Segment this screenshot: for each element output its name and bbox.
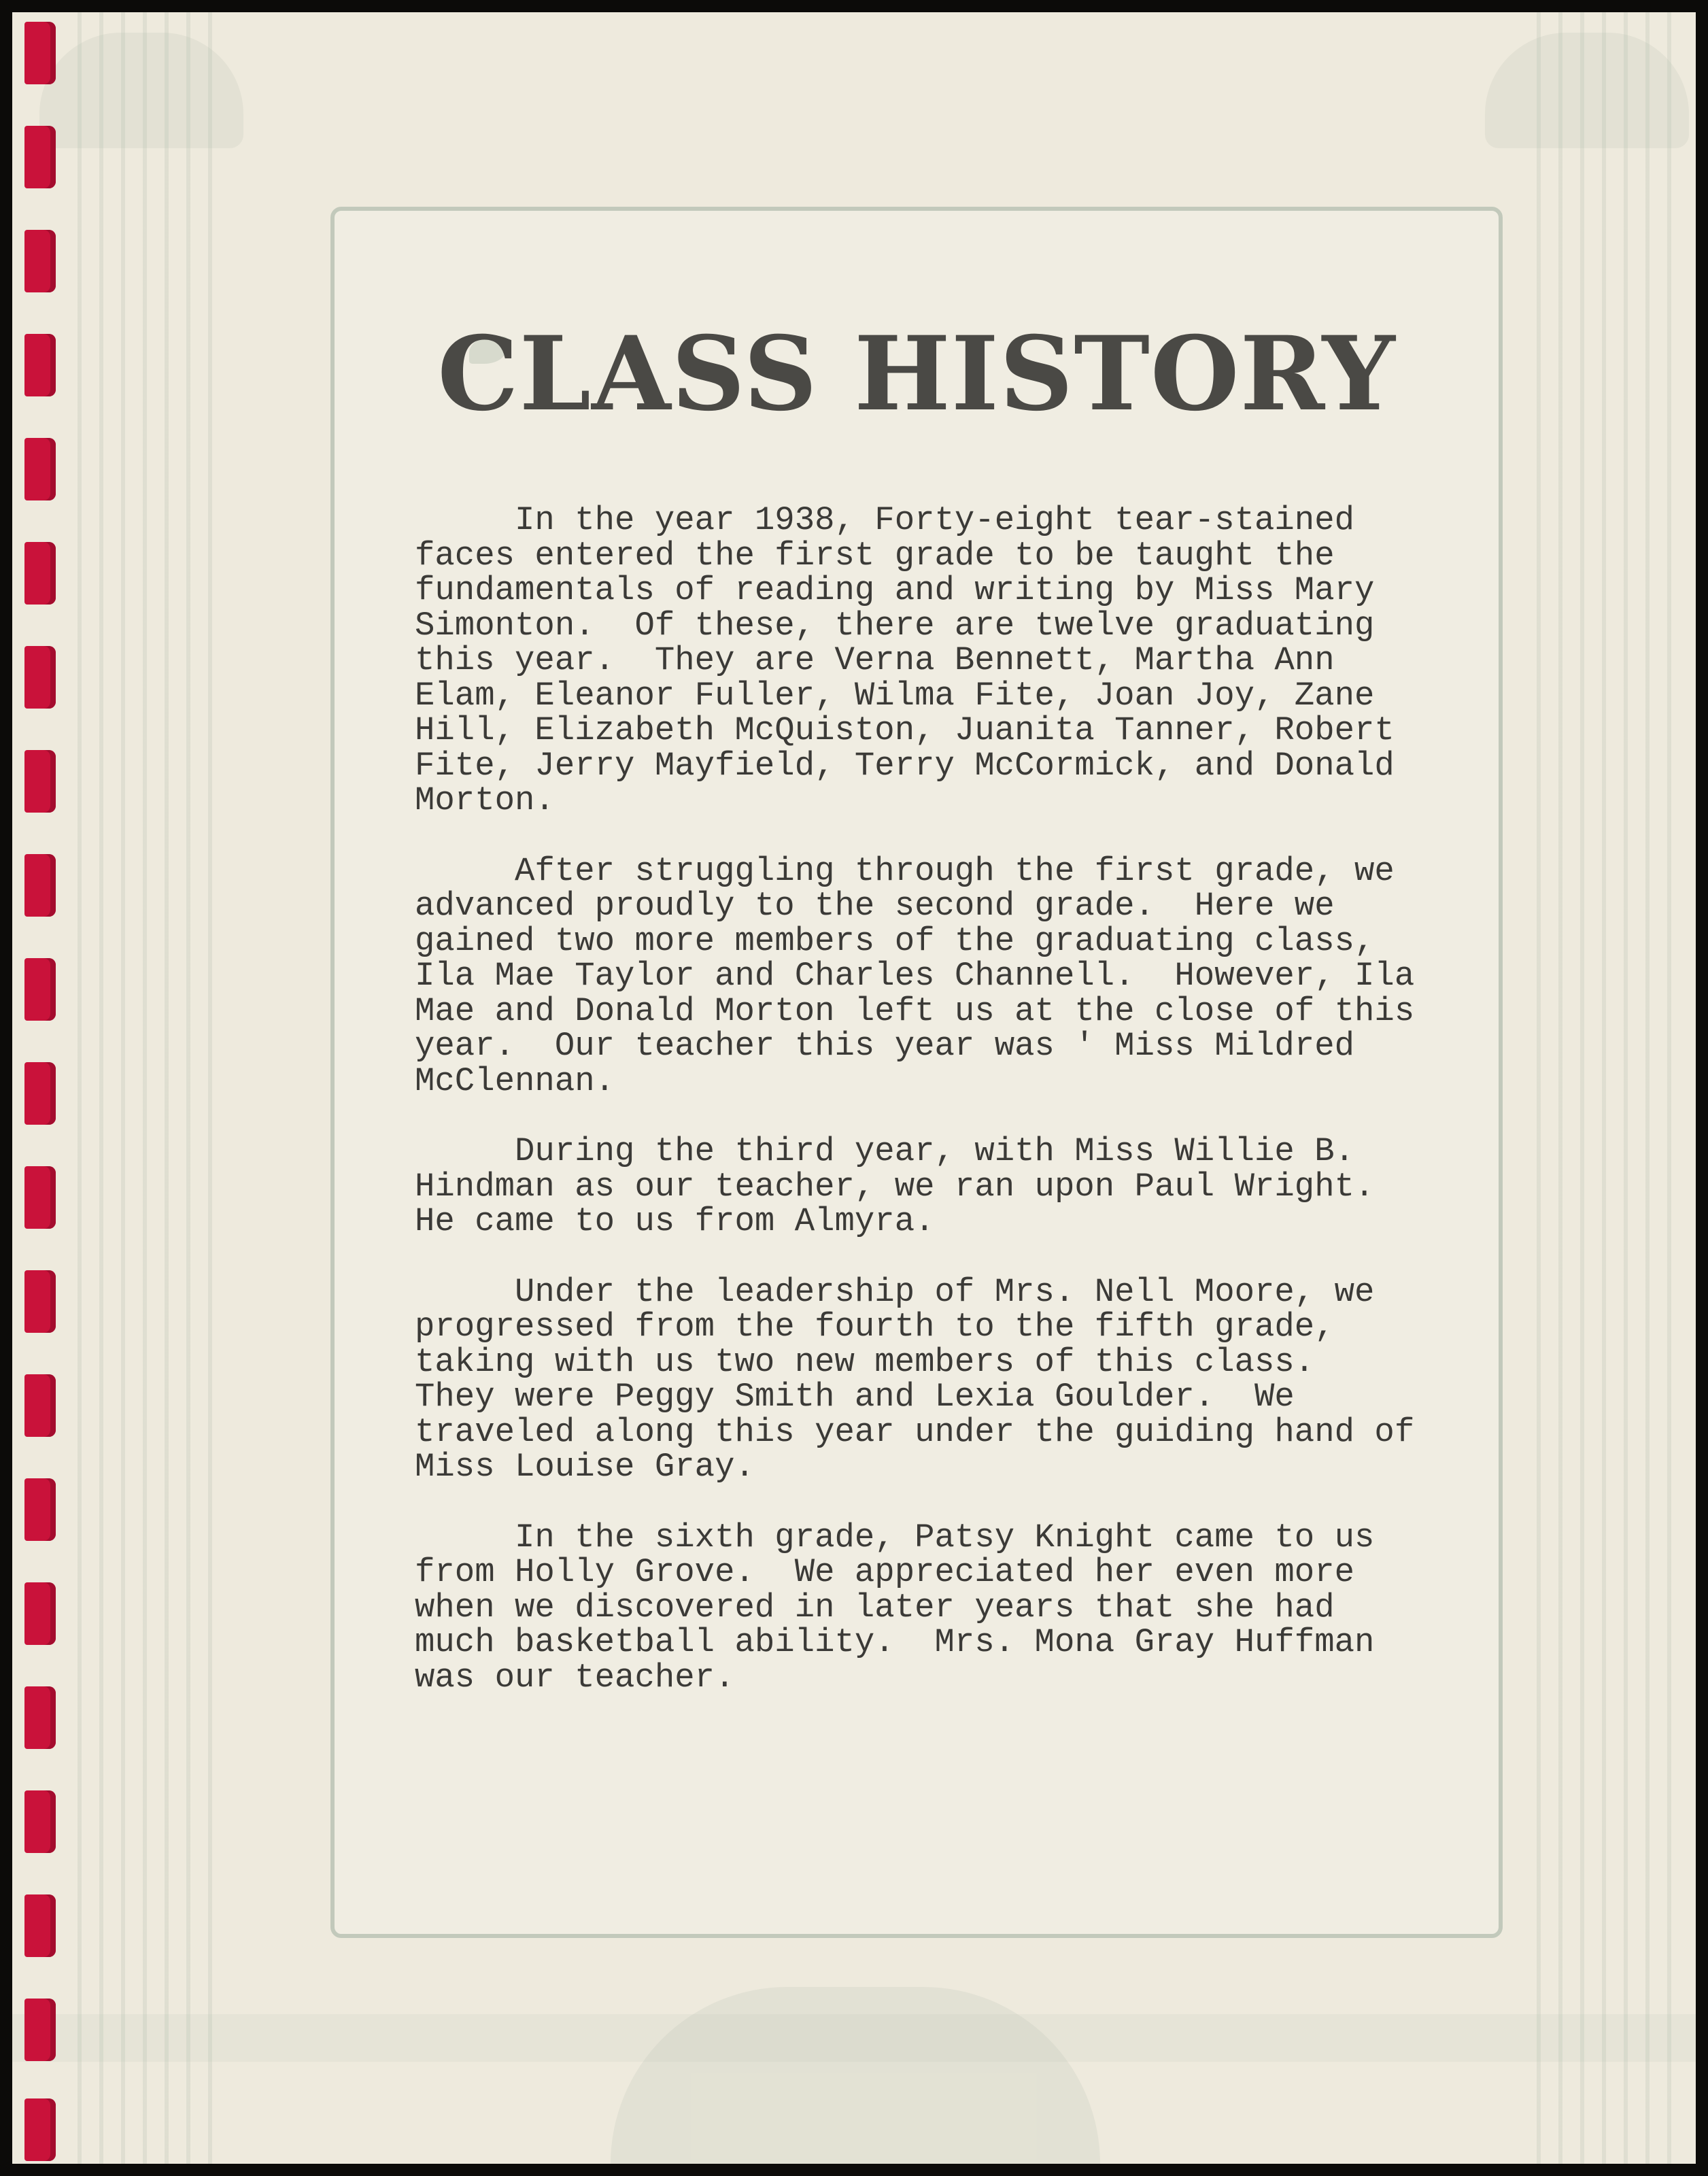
text-line: this year. They are Verna Bennett, Martha Ann <box>415 641 1335 679</box>
binding-ring <box>24 2098 56 2161</box>
binding-ring <box>24 1582 56 1645</box>
text-line: year. Our teacher this year was ' Miss Mildred <box>415 1027 1355 1065</box>
urn-decoration <box>611 1987 1100 2164</box>
text-line: Ila Mae Taylor and Charles Channell. However, Ila <box>415 957 1415 995</box>
text-line: progressed from the fourth to the fifth grade, <box>415 1308 1335 1346</box>
text-line: Fite, Jerry Mayfield, Terry McCormick, and Donald <box>415 746 1395 785</box>
binding-ring <box>24 126 56 188</box>
text-line: After struggling through the first grade, we <box>415 851 1395 890</box>
paragraph-4 <box>415 1272 1448 1486</box>
text-line: Mae and Donald Morton left us at the close of this <box>415 991 1415 1030</box>
text-line: Morton. <box>415 781 555 819</box>
binding-ring <box>24 958 56 1021</box>
binding-ring <box>24 334 56 396</box>
text-line: taking with us two new members of this class. <box>415 1342 1315 1381</box>
binding-ring <box>24 1478 56 1541</box>
text-line: advanced proudly to the second grade. Here we <box>415 887 1335 925</box>
binding-ring <box>24 646 56 709</box>
text-line: was our teacher. <box>415 1658 735 1697</box>
text-line: Under the leadership of Mrs. Nell Moore, we <box>415 1272 1375 1311</box>
paragraph-1 <box>415 503 1448 819</box>
binding-ring <box>24 542 56 605</box>
paragraph-5 <box>415 1520 1448 1696</box>
binding-ring <box>24 1999 56 2061</box>
text-line: McClennan. <box>415 1061 615 1100</box>
binding-ring <box>24 230 56 292</box>
binding-ring <box>24 1270 56 1333</box>
binding-ring <box>24 1686 56 1749</box>
left-pillar-decoration <box>60 12 216 2164</box>
paragraph-2 <box>415 851 1448 1100</box>
binding-ring <box>24 1894 56 1957</box>
text-line: Elam, Eleanor Fuller, Wilma Fite, Joan Joy, Zane <box>415 676 1375 715</box>
paragraph-3 <box>415 1134 1448 1240</box>
page-title: CLASS HISTORY <box>437 314 1396 434</box>
binding-ring <box>24 1166 56 1229</box>
binding-ring <box>24 1062 56 1125</box>
binding-ring <box>24 1790 56 1853</box>
text-line: They were Peggy Smith and Lexia Goulder. We <box>415 1378 1295 1416</box>
binding-ring <box>24 1374 56 1437</box>
binding-ring <box>24 750 56 813</box>
history-text <box>415 503 1448 1731</box>
text-line: During the third year, with Miss Willie B. <box>415 1132 1355 1170</box>
binding-ring <box>24 854 56 917</box>
text-line: from Holly Grove. We appreciated her even more <box>415 1553 1355 1591</box>
binding-ring <box>24 22 56 84</box>
right-pillar-decoration <box>1519 12 1675 2164</box>
text-line: Simonton. Of these, there are twelve graduating <box>415 606 1375 645</box>
text-line: Miss Louise Gray. <box>415 1448 755 1486</box>
text-line: Hindman as our teacher, we ran upon Paul Wright. <box>415 1167 1375 1206</box>
text-line: In the sixth grade, Patsy Knight came to us <box>415 1518 1375 1557</box>
text-line: gained two more members of the graduating class, <box>415 921 1375 960</box>
text-line: when we discovered in later years that she had <box>415 1588 1335 1627</box>
text-line: Hill, Elizabeth McQuiston, Juanita Tanner, Robert <box>415 711 1395 749</box>
binding-ring <box>24 438 56 500</box>
text-line: fundamentals of reading and writing by Miss Mary <box>415 571 1375 609</box>
text-line: much basketball ability. Mrs. Mona Gray Huffman <box>415 1623 1375 1661</box>
text-line: He came to us from Almyra. <box>415 1202 935 1240</box>
text-line: In the year 1938, Forty-eight tear-stained <box>415 501 1355 539</box>
text-line: faces entered the first grade to be taught the <box>415 536 1335 575</box>
text-line: traveled along this year under the guiding hand of <box>415 1412 1415 1451</box>
